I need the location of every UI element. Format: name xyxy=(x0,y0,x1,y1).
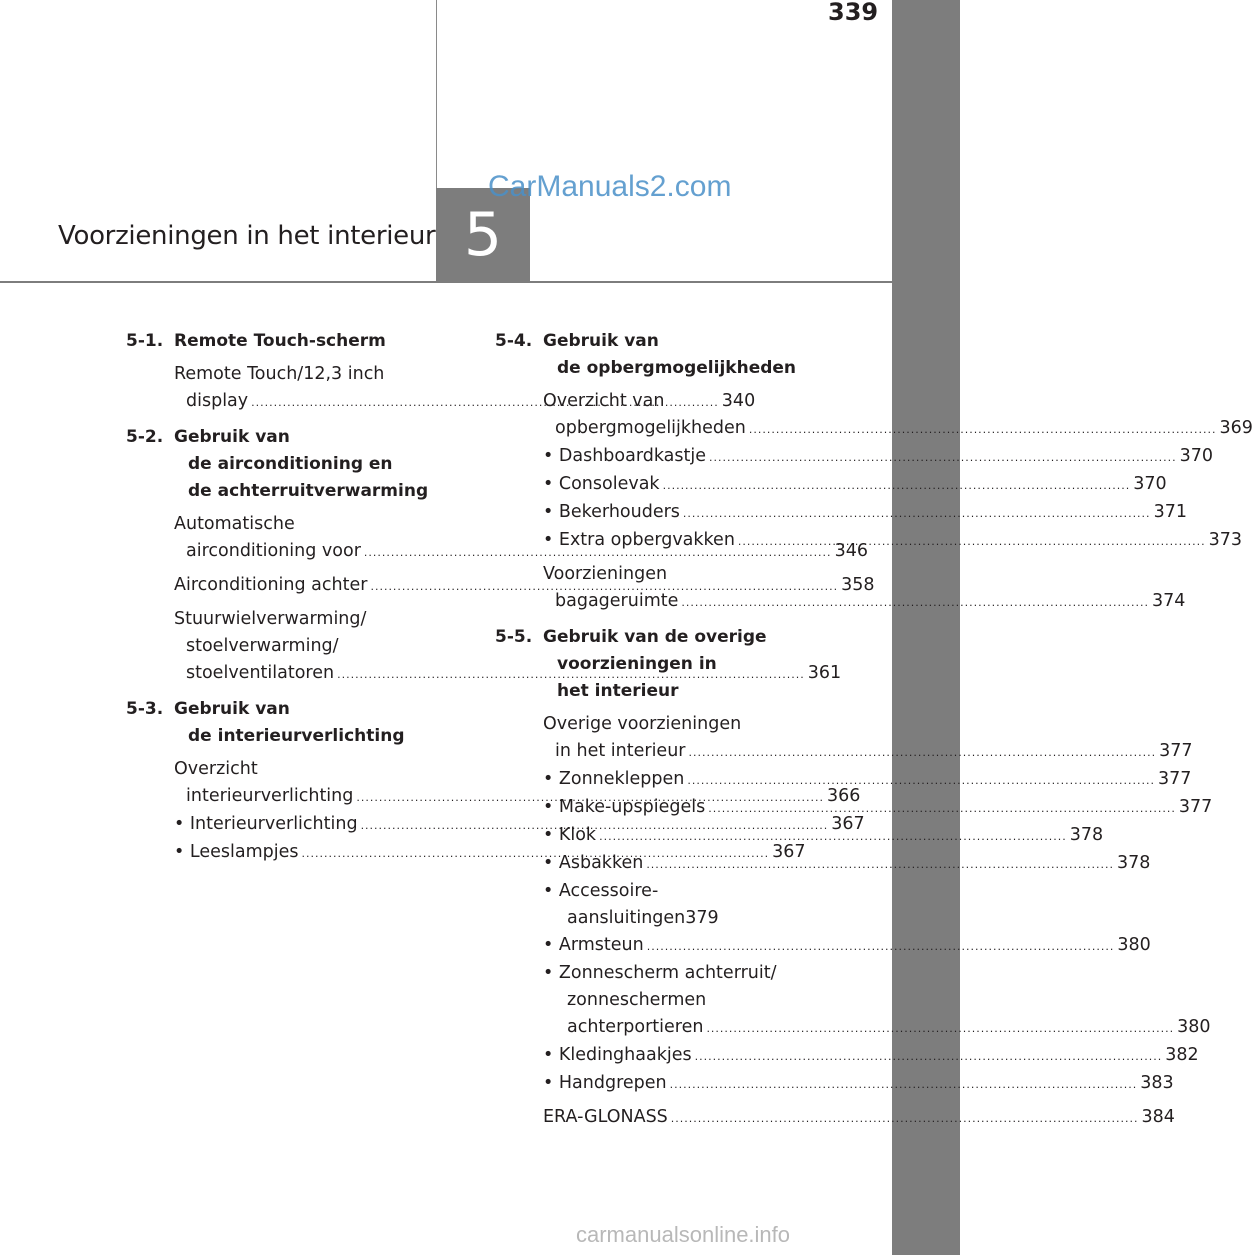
section-title xyxy=(543,624,831,705)
entry-text: stoelventilatoren xyxy=(186,663,335,683)
entry-line-with-page xyxy=(543,499,1187,527)
chapter-number-box: 5 xyxy=(436,188,530,282)
entry-text: • Leeslampjes xyxy=(174,842,299,862)
section-title-line: Gebruik van xyxy=(174,699,290,719)
section-title-line: de airconditioning en xyxy=(188,454,393,474)
entry-line: Overige voorzieningen xyxy=(543,714,742,734)
entry-line-with-page xyxy=(543,1014,1211,1042)
entry-text: • Interieurverlichting xyxy=(174,814,358,834)
page-ref[interactable]: 366 xyxy=(827,786,861,806)
entry-line: Voorzieningen xyxy=(543,564,668,584)
section-number: 5-5. xyxy=(495,627,533,647)
entry-text: • Bekerhouders xyxy=(543,502,680,522)
section-heading xyxy=(495,624,831,705)
entry-line-with-page xyxy=(543,766,1192,794)
entry-text: • Kledinghaakjes xyxy=(543,1045,692,1065)
page-ref[interactable]: 378 xyxy=(1116,853,1151,873)
page-ref[interactable]: 380 xyxy=(1177,1017,1211,1037)
entry-text: opbergmogelijkheden xyxy=(555,418,746,438)
page-ref[interactable]: 373 xyxy=(1208,530,1242,550)
entry-line: aansluitingen379 xyxy=(567,908,719,928)
section-number: 5-2. xyxy=(126,427,164,447)
page-ref[interactable]: 380 xyxy=(1117,935,1151,955)
section-title-line: Gebruik van xyxy=(174,427,290,447)
entry-text: Airconditioning achter xyxy=(174,575,368,595)
section-heading xyxy=(126,328,462,355)
dot-leader xyxy=(687,774,1155,787)
entry-text: • Extra opbergvakken xyxy=(543,530,735,550)
entry-line: stoelverwarming/ xyxy=(186,636,339,656)
dot-leader xyxy=(689,746,1157,759)
toc-entry[interactable] xyxy=(543,388,1253,443)
page-ref[interactable]: 374 xyxy=(1152,591,1186,611)
page-ref[interactable]: 383 xyxy=(1140,1073,1174,1093)
entry-text: • Armsteun xyxy=(543,935,644,955)
toc-entry[interactable] xyxy=(543,443,1214,471)
chapter-title: Voorzieningen in het interieur xyxy=(58,221,436,251)
chapter-sidebar xyxy=(892,0,960,1255)
entry-line-with-page xyxy=(543,1070,1174,1098)
page-ref[interactable]: 370 xyxy=(1133,474,1167,494)
section-title-line: Gebruik van de overige xyxy=(543,627,767,647)
toc-entry[interactable] xyxy=(543,960,1211,1042)
entry-text: • Consolevak xyxy=(543,474,660,494)
entry-text: • Handgrepen xyxy=(543,1073,667,1093)
dot-leader xyxy=(708,802,1176,815)
section-title-line: Remote Touch-scherm xyxy=(174,331,386,351)
dot-leader xyxy=(671,1112,1139,1125)
dot-leader xyxy=(599,830,1067,843)
section-title-line: de interieurverlichting xyxy=(188,726,405,746)
page-ref[interactable]: 378 xyxy=(1069,825,1104,845)
entry-line: • Zonnescherm achterruit/ xyxy=(543,963,777,983)
entry-line: Stuurwielverwarming/ xyxy=(174,609,367,629)
section-title-line: de achterruitverwarming xyxy=(188,481,429,501)
entry-line-with-page xyxy=(543,738,1193,766)
dot-leader xyxy=(706,1022,1174,1035)
dot-leader xyxy=(647,940,1115,953)
entry-line-with-page xyxy=(543,471,1167,499)
entry-text: bagageruimte xyxy=(555,591,679,611)
entry-text: interieurverlichting xyxy=(186,786,354,806)
entry-line: Automatische xyxy=(174,514,295,534)
entry-text: • Klok xyxy=(543,825,597,845)
section-heading xyxy=(126,424,462,505)
page-ref[interactable]: 377 xyxy=(1178,797,1213,817)
entry-text: • Zonnekleppen xyxy=(543,769,685,789)
entry-text: airconditioning voor xyxy=(186,541,361,561)
entry-text: • Dashboardkastje xyxy=(543,446,706,466)
dot-leader xyxy=(681,596,1149,609)
entry-line-with-page xyxy=(543,415,1253,443)
toc-entry[interactable] xyxy=(543,766,1192,794)
page-ref[interactable]: 377 xyxy=(1158,769,1192,789)
entry-line: zonneschermen xyxy=(567,990,707,1010)
page-ref[interactable]: 361 xyxy=(807,663,842,683)
toc-entry[interactable] xyxy=(543,499,1187,527)
dot-leader xyxy=(695,1050,1163,1063)
toc-entry[interactable] xyxy=(543,850,1151,878)
entry-line-with-page xyxy=(543,932,1151,960)
page-ref[interactable]: 358 xyxy=(841,575,875,595)
entry-text: ERA-GLONASS xyxy=(543,1107,668,1127)
page-ref[interactable]: 340 xyxy=(721,391,756,411)
entry-line-with-page xyxy=(543,850,1151,878)
dot-leader xyxy=(670,1078,1138,1091)
section-heading xyxy=(495,328,831,382)
page-ref[interactable]: 369 xyxy=(1219,418,1253,438)
section-title xyxy=(174,696,462,750)
dot-leader xyxy=(709,451,1177,464)
page-number: 339 xyxy=(828,0,879,26)
dot-leader xyxy=(683,507,1151,520)
section-title-line: het interieur xyxy=(557,681,679,701)
page-ref[interactable]: 367 xyxy=(772,842,806,862)
divider-vertical xyxy=(436,0,437,190)
entry-text: display xyxy=(186,391,249,411)
entry-text: • Make-upspiegels xyxy=(543,797,706,817)
page-ref[interactable]: 367 xyxy=(831,814,865,834)
entry-line-with-page xyxy=(543,588,1186,616)
dot-leader xyxy=(646,858,1114,871)
dot-leader xyxy=(738,535,1206,548)
watermark: CarManuals2.com xyxy=(488,170,732,203)
section-title xyxy=(543,328,831,382)
dot-leader xyxy=(663,479,1131,492)
entry-line: Overzicht van xyxy=(543,391,665,411)
toc-entry[interactable] xyxy=(543,1070,1174,1098)
page-ref[interactable]: 377 xyxy=(1159,741,1193,761)
section-number: 5-4. xyxy=(495,331,533,351)
entry-text: • Asbakken xyxy=(543,853,644,873)
toc-entry[interactable] xyxy=(543,878,831,932)
entry-text: in het interieur xyxy=(555,741,686,761)
section-number: 5-3. xyxy=(126,699,164,719)
footer-watermark: carmanualsonline.info xyxy=(576,1222,791,1247)
page-ref[interactable]: 370 xyxy=(1179,446,1214,466)
entry-line-with-page xyxy=(543,1104,1175,1132)
entry-line: Overzicht xyxy=(174,759,258,779)
entry-line: Remote Touch/12,3 inch xyxy=(174,364,385,384)
page-ref[interactable]: 346 xyxy=(834,541,868,561)
section-title-line: de opbergmogelijkheden xyxy=(557,358,797,378)
page-ref[interactable]: 384 xyxy=(1141,1107,1175,1127)
section-title-line: voorzieningen in xyxy=(557,654,717,674)
section-title xyxy=(174,328,462,355)
entry-text: achterportieren xyxy=(567,1017,704,1037)
section-number: 5-1. xyxy=(126,331,164,351)
page-ref[interactable]: 382 xyxy=(1165,1045,1199,1065)
toc-entry[interactable] xyxy=(543,711,1193,766)
entry-line-with-page xyxy=(543,443,1214,471)
dot-leader xyxy=(749,423,1217,436)
entry-line-with-page xyxy=(543,1042,1199,1070)
toc-entry[interactable] xyxy=(543,1042,1199,1070)
entry-line: • Accessoire- xyxy=(543,881,659,901)
section-title-line: Gebruik van xyxy=(543,331,659,351)
toc-entry[interactable] xyxy=(543,932,1151,960)
page-ref[interactable]: 371 xyxy=(1153,502,1187,522)
toc-entry[interactable] xyxy=(543,1104,1175,1132)
section-title xyxy=(174,424,462,505)
section-heading xyxy=(126,696,462,750)
toc-entry[interactable] xyxy=(543,471,1167,499)
